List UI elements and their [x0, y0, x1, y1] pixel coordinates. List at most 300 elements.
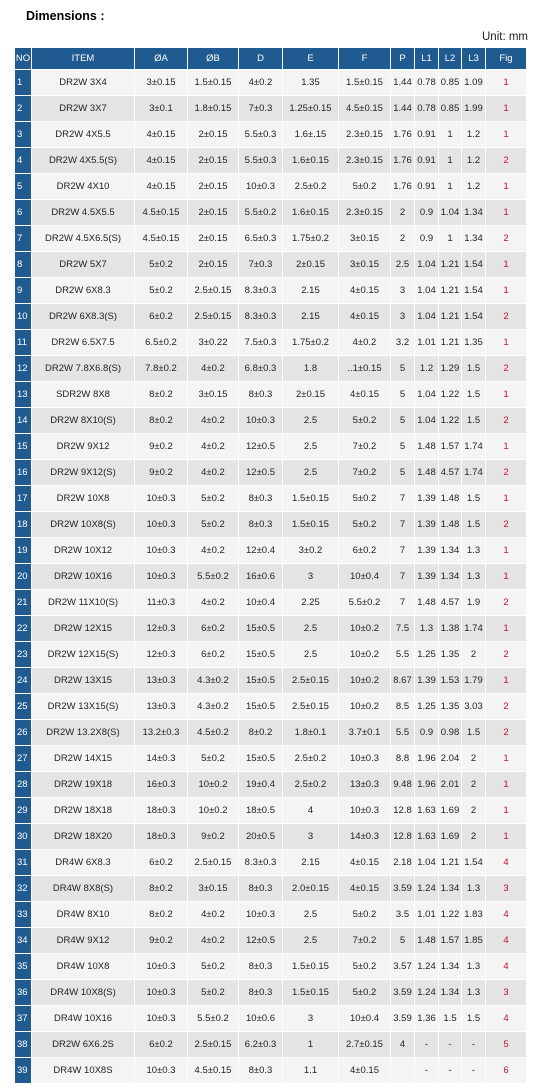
cell-d: 8.3±0.3 [239, 850, 283, 876]
cell-item: DR2W 6X6.2S [32, 1032, 135, 1058]
cell-p: 5.5 [391, 642, 415, 668]
cell-fig: 1 [486, 122, 527, 148]
cell-l3: 1.3 [462, 876, 486, 902]
cell-p: 3.57 [391, 954, 415, 980]
column-header-l1: L1 [415, 48, 439, 70]
cell-e: 3 [283, 564, 339, 590]
cell-item: DR2W 7.8X6.8(S) [32, 356, 135, 382]
column-header-e: E [283, 48, 339, 70]
cell-l2: 1.29 [439, 356, 462, 382]
cell-b: 2.5±0.15 [188, 304, 239, 330]
cell-a: 4.5±0.15 [135, 226, 188, 252]
cell-e: 3±0.2 [283, 538, 339, 564]
cell-no: 33 [15, 902, 32, 928]
table-row [15, 382, 527, 408]
cell-a: 9±0.2 [135, 928, 188, 954]
cell-l2: 1.69 [439, 824, 462, 850]
cell-f: 2.3±0.15 [339, 122, 391, 148]
cell-l1: - [415, 1058, 439, 1084]
cell-item: DR2W 6.5X7.5 [32, 330, 135, 356]
cell-l1: 1.04 [415, 278, 439, 304]
cell-l2: 1.21 [439, 330, 462, 356]
cell-p: 7 [391, 486, 415, 512]
cell-item: DR4W 6X8.3 [32, 850, 135, 876]
cell-l3: 1.5 [462, 486, 486, 512]
cell-l2: 1.38 [439, 616, 462, 642]
cell-p: 5 [391, 434, 415, 460]
cell-no: 13 [15, 382, 32, 408]
cell-fig: 6 [486, 1058, 527, 1084]
cell-l3: 1.2 [462, 122, 486, 148]
cell-a: 9±0.2 [135, 460, 188, 486]
cell-f: 4±0.15 [339, 876, 391, 902]
cell-e: 2.5±0.2 [283, 746, 339, 772]
cell-b: 10±0.2 [188, 772, 239, 798]
cell-no: 2 [15, 96, 32, 122]
cell-no: 11 [15, 330, 32, 356]
cell-no: 19 [15, 538, 32, 564]
cell-item: DR2W 8X10(S) [32, 408, 135, 434]
column-header-l2: L2 [439, 48, 462, 70]
cell-l3: 1.5 [462, 356, 486, 382]
cell-e: 2.5 [283, 434, 339, 460]
cell-f: 4±0.15 [339, 278, 391, 304]
cell-b: 4.3±0.2 [188, 694, 239, 720]
cell-l2: 1.34 [439, 954, 462, 980]
unit-label: Unit: mm [482, 31, 528, 43]
cell-e: 2.5 [283, 460, 339, 486]
cell-l1: 1.2 [415, 356, 439, 382]
cell-item: DR4W 9X12 [32, 928, 135, 954]
cell-f: 5±0.2 [339, 512, 391, 538]
cell-no: 24 [15, 668, 32, 694]
cell-l3: 1.5 [462, 512, 486, 538]
cell-a: 6±0.2 [135, 850, 188, 876]
table-row [15, 668, 527, 694]
cell-b: 4.5±0.2 [188, 720, 239, 746]
cell-item: DR2W 14X15 [32, 746, 135, 772]
cell-l3: 1.85 [462, 928, 486, 954]
cell-l1: 1.48 [415, 460, 439, 486]
cell-l1: 1.25 [415, 642, 439, 668]
cell-e: 1.5±0.15 [283, 512, 339, 538]
cell-b: 4.3±0.2 [188, 668, 239, 694]
cell-fig: 1 [486, 200, 527, 226]
cell-l1: 1.04 [415, 408, 439, 434]
table-row [15, 746, 527, 772]
cell-f: 10±0.2 [339, 668, 391, 694]
cell-p: 2.5 [391, 252, 415, 278]
cell-e: 2.5±0.2 [283, 174, 339, 200]
cell-no: 39 [15, 1058, 32, 1084]
cell-b: 4±0.2 [188, 356, 239, 382]
table-row [15, 850, 527, 876]
cell-b: 4±0.2 [188, 590, 239, 616]
cell-fig: 1 [486, 252, 527, 278]
cell-e: 4 [283, 798, 339, 824]
cell-fig: 4 [486, 850, 527, 876]
cell-b: 3±0.15 [188, 382, 239, 408]
cell-l1: 1.39 [415, 538, 439, 564]
cell-p: 12.8 [391, 824, 415, 850]
cell-no: 7 [15, 226, 32, 252]
cell-e: 1.5±0.15 [283, 486, 339, 512]
cell-l1: 0.9 [415, 226, 439, 252]
table-row [15, 694, 527, 720]
cell-b: 5±0.2 [188, 746, 239, 772]
column-header-d: D [239, 48, 283, 70]
cell-e: 2.25 [283, 590, 339, 616]
cell-f: ..1±0.15 [339, 356, 391, 382]
cell-no: 8 [15, 252, 32, 278]
cell-item: DR2W 10X12 [32, 538, 135, 564]
cell-no: 1 [15, 70, 32, 96]
cell-no: 15 [15, 434, 32, 460]
cell-f: 3±0.15 [339, 252, 391, 278]
cell-l1: 1.48 [415, 928, 439, 954]
table-row [15, 330, 527, 356]
cell-a: 10±0.3 [135, 512, 188, 538]
cell-fig: 3 [486, 876, 527, 902]
cell-l3: 1.34 [462, 226, 486, 252]
cell-d: 15±0.5 [239, 668, 283, 694]
cell-b: 4±0.2 [188, 434, 239, 460]
column-header-no: NO [15, 48, 32, 70]
cell-e: 1.8±0.1 [283, 720, 339, 746]
cell-d: 6.5±0.3 [239, 226, 283, 252]
cell-p: 5 [391, 382, 415, 408]
cell-d: 15±0.5 [239, 616, 283, 642]
cell-fig: 1 [486, 486, 527, 512]
cell-l1: 1.24 [415, 876, 439, 902]
table-row [15, 486, 527, 512]
cell-l1: 1.96 [415, 746, 439, 772]
table-row [15, 460, 527, 486]
cell-a: 13±0.3 [135, 668, 188, 694]
cell-d: 8±0.3 [239, 876, 283, 902]
cell-l1: 0.91 [415, 122, 439, 148]
cell-f: 10±0.4 [339, 1006, 391, 1032]
cell-d: 8±0.2 [239, 720, 283, 746]
cell-b: 6±0.2 [188, 642, 239, 668]
table-row [15, 772, 527, 798]
cell-a: 9±0.2 [135, 434, 188, 460]
cell-a: 6±0.2 [135, 1032, 188, 1058]
cell-b: 4±0.2 [188, 460, 239, 486]
cell-no: 22 [15, 616, 32, 642]
cell-b: 2.5±0.15 [188, 850, 239, 876]
cell-fig: 2 [486, 642, 527, 668]
cell-d: 15±0.5 [239, 746, 283, 772]
cell-d: 15±0.5 [239, 694, 283, 720]
cell-l1: 1.01 [415, 330, 439, 356]
cell-l3: 1.79 [462, 668, 486, 694]
table-row [15, 720, 527, 746]
cell-l1: 0.9 [415, 720, 439, 746]
cell-no: 23 [15, 642, 32, 668]
cell-l3: 1.3 [462, 538, 486, 564]
table-row [15, 174, 527, 200]
cell-p: 2.18 [391, 850, 415, 876]
cell-a: 10±0.3 [135, 1006, 188, 1032]
cell-b: 2±0.15 [188, 252, 239, 278]
cell-l1: 1.01 [415, 902, 439, 928]
cell-f: 5±0.2 [339, 902, 391, 928]
table-row [15, 356, 527, 382]
cell-b: 5.5±0.2 [188, 1006, 239, 1032]
cell-l2: 4.57 [439, 460, 462, 486]
cell-p: 3.2 [391, 330, 415, 356]
cell-d: 12±0.5 [239, 928, 283, 954]
cell-p: 1.76 [391, 174, 415, 200]
cell-l2: 1.53 [439, 668, 462, 694]
cell-l1: 1.96 [415, 772, 439, 798]
cell-p: 5 [391, 356, 415, 382]
cell-no: 37 [15, 1006, 32, 1032]
cell-item: DR2W 5X7 [32, 252, 135, 278]
cell-e: 2.5 [283, 616, 339, 642]
cell-b: 2±0.15 [188, 226, 239, 252]
cell-f: 5.5±0.2 [339, 590, 391, 616]
cell-l3: 1.5 [462, 720, 486, 746]
cell-p: 7 [391, 512, 415, 538]
cell-a: 8±0.2 [135, 876, 188, 902]
column-header-l3: L3 [462, 48, 486, 70]
cell-a: 10±0.3 [135, 980, 188, 1006]
cell-d: 8.3±0.3 [239, 304, 283, 330]
cell-d: 7±0.3 [239, 96, 283, 122]
cell-l1: 1.63 [415, 798, 439, 824]
cell-a: 13±0.3 [135, 694, 188, 720]
cell-a: 16±0.3 [135, 772, 188, 798]
cell-d: 8±0.3 [239, 1058, 283, 1084]
cell-b: 4±0.2 [188, 538, 239, 564]
cell-b: 2.5±0.15 [188, 278, 239, 304]
cell-l2: 1.34 [439, 538, 462, 564]
cell-f: 4.5±0.15 [339, 96, 391, 122]
table-body [15, 70, 527, 1084]
cell-item: DR4W 10X8 [32, 954, 135, 980]
cell-d: 5.5±0.3 [239, 122, 283, 148]
cell-a: 10±0.3 [135, 486, 188, 512]
cell-no: 10 [15, 304, 32, 330]
cell-l1: 1.24 [415, 980, 439, 1006]
table-row [15, 96, 527, 122]
cell-fig: 1 [486, 382, 527, 408]
cell-e: 2.15 [283, 304, 339, 330]
cell-f: 3.7±0.1 [339, 720, 391, 746]
cell-l1: 1.39 [415, 564, 439, 590]
cell-p: 7 [391, 538, 415, 564]
cell-e: 2.5±0.2 [283, 772, 339, 798]
cell-p: 3.59 [391, 980, 415, 1006]
cell-l1: 0.78 [415, 96, 439, 122]
table-row [15, 200, 527, 226]
cell-l3: 1.74 [462, 460, 486, 486]
cell-f: 10±0.2 [339, 694, 391, 720]
cell-no: 17 [15, 486, 32, 512]
cell-l1: - [415, 1032, 439, 1058]
cell-d: 6.2±0.3 [239, 1032, 283, 1058]
cell-b: 5±0.2 [188, 486, 239, 512]
cell-no: 28 [15, 772, 32, 798]
cell-e: 1 [283, 1032, 339, 1058]
cell-a: 6±0.2 [135, 304, 188, 330]
cell-item: DR4W 8X10 [32, 902, 135, 928]
cell-p: 1.76 [391, 148, 415, 174]
cell-item: DR2W 9X12 [32, 434, 135, 460]
cell-l3: 1.54 [462, 278, 486, 304]
cell-l2: 1.22 [439, 902, 462, 928]
table-row [15, 642, 527, 668]
cell-l3: 1.74 [462, 616, 486, 642]
cell-l3: 2 [462, 746, 486, 772]
cell-item: DR4W 8X8(S) [32, 876, 135, 902]
table-row [15, 226, 527, 252]
cell-no: 4 [15, 148, 32, 174]
cell-l3: 2 [462, 798, 486, 824]
cell-a: 4±0.15 [135, 148, 188, 174]
cell-fig: 1 [486, 772, 527, 798]
table-row [15, 122, 527, 148]
cell-l3: 1.2 [462, 148, 486, 174]
cell-l2: 1.69 [439, 798, 462, 824]
cell-d: 5.5±0.2 [239, 200, 283, 226]
cell-fig: 2 [486, 226, 527, 252]
cell-e: 2.5±0.15 [283, 668, 339, 694]
cell-no: 26 [15, 720, 32, 746]
cell-e: 1.75±0.2 [283, 226, 339, 252]
table-row [15, 408, 527, 434]
cell-p: 3.59 [391, 876, 415, 902]
table-row [15, 434, 527, 460]
cell-item: DR2W 12X15(S) [32, 642, 135, 668]
table-row [15, 616, 527, 642]
cell-f: 7±0.2 [339, 928, 391, 954]
cell-l2: 1.5 [439, 1006, 462, 1032]
cell-b: 2±0.15 [188, 200, 239, 226]
cell-a: 3±0.15 [135, 70, 188, 96]
table-row [15, 954, 527, 980]
cell-a: 10±0.3 [135, 538, 188, 564]
cell-no: 21 [15, 590, 32, 616]
cell-f: 4±0.2 [339, 330, 391, 356]
table-row [15, 1032, 527, 1058]
cell-l1: 1.48 [415, 434, 439, 460]
cell-l2: 1 [439, 226, 462, 252]
cell-item: DR2W 9X12(S) [32, 460, 135, 486]
cell-e: 2.5±0.15 [283, 694, 339, 720]
cell-no: 25 [15, 694, 32, 720]
table-row [15, 278, 527, 304]
cell-f: 4±0.15 [339, 850, 391, 876]
cell-l3: - [462, 1058, 486, 1084]
cell-l3: 1.35 [462, 330, 486, 356]
cell-fig: 1 [486, 668, 527, 694]
cell-d: 10±0.3 [239, 902, 283, 928]
cell-fig: 1 [486, 174, 527, 200]
cell-item: DR2W 6X8.3 [32, 278, 135, 304]
cell-l2: 2.04 [439, 746, 462, 772]
cell-fig: 4 [486, 1006, 527, 1032]
cell-no: 38 [15, 1032, 32, 1058]
cell-d: 7.5±0.3 [239, 330, 283, 356]
cell-fig: 4 [486, 928, 527, 954]
cell-e: 1.6±0.15 [283, 148, 339, 174]
cell-f: 6±0.2 [339, 538, 391, 564]
cell-fig: 3 [486, 980, 527, 1006]
cell-p: 4 [391, 1032, 415, 1058]
cell-b: 6±0.2 [188, 616, 239, 642]
cell-item: DR2W 10X16 [32, 564, 135, 590]
cell-fig: 1 [486, 616, 527, 642]
cell-item: DR2W 13X15 [32, 668, 135, 694]
cell-l3: 1.3 [462, 564, 486, 590]
cell-l2: 1.35 [439, 694, 462, 720]
cell-no: 5 [15, 174, 32, 200]
cell-a: 18±0.3 [135, 824, 188, 850]
cell-d: 20±0.5 [239, 824, 283, 850]
cell-item: DR2W 19X18 [32, 772, 135, 798]
cell-l3: 1.5 [462, 408, 486, 434]
cell-b: 4±0.2 [188, 928, 239, 954]
cell-no: 14 [15, 408, 32, 434]
cell-b: 5±0.2 [188, 980, 239, 1006]
cell-d: 19±0.4 [239, 772, 283, 798]
cell-fig: 2 [486, 512, 527, 538]
cell-f: 5±0.2 [339, 980, 391, 1006]
cell-l1: 1.25 [415, 694, 439, 720]
cell-fig: 1 [486, 278, 527, 304]
cell-e: 2.5 [283, 928, 339, 954]
cell-d: 4±0.2 [239, 70, 283, 96]
cell-l3: 2 [462, 824, 486, 850]
cell-no: 32 [15, 876, 32, 902]
cell-l2: 1 [439, 122, 462, 148]
cell-fig: 1 [486, 70, 527, 96]
cell-e: 3 [283, 1006, 339, 1032]
cell-item: DR4W 10X16 [32, 1006, 135, 1032]
cell-l3: 1.5 [462, 1006, 486, 1032]
cell-l3: 2 [462, 642, 486, 668]
cell-p: 2 [391, 226, 415, 252]
cell-l2: 2.01 [439, 772, 462, 798]
cell-l3: - [462, 1032, 486, 1058]
cell-no: 29 [15, 798, 32, 824]
cell-no: 35 [15, 954, 32, 980]
cell-item: DR2W 3X4 [32, 70, 135, 96]
cell-l2: 1.21 [439, 304, 462, 330]
cell-item: DR2W 6X8.3(S) [32, 304, 135, 330]
cell-l1: 0.78 [415, 70, 439, 96]
cell-l1: 1.04 [415, 304, 439, 330]
cell-l1: 1.48 [415, 590, 439, 616]
cell-a: 12±0.3 [135, 642, 188, 668]
cell-p: 12.8 [391, 798, 415, 824]
dimensions-table [14, 47, 527, 1084]
cell-l2: 1.57 [439, 928, 462, 954]
cell-l3: 1.54 [462, 252, 486, 278]
cell-f: 10±0.3 [339, 746, 391, 772]
table-row [15, 1006, 527, 1032]
cell-f: 10±0.2 [339, 642, 391, 668]
cell-a: 4.5±0.15 [135, 200, 188, 226]
cell-l1: 1.24 [415, 954, 439, 980]
cell-l1: 1.39 [415, 512, 439, 538]
table-row [15, 902, 527, 928]
cell-l3: 3.03 [462, 694, 486, 720]
cell-a: 13.2±0.3 [135, 720, 188, 746]
